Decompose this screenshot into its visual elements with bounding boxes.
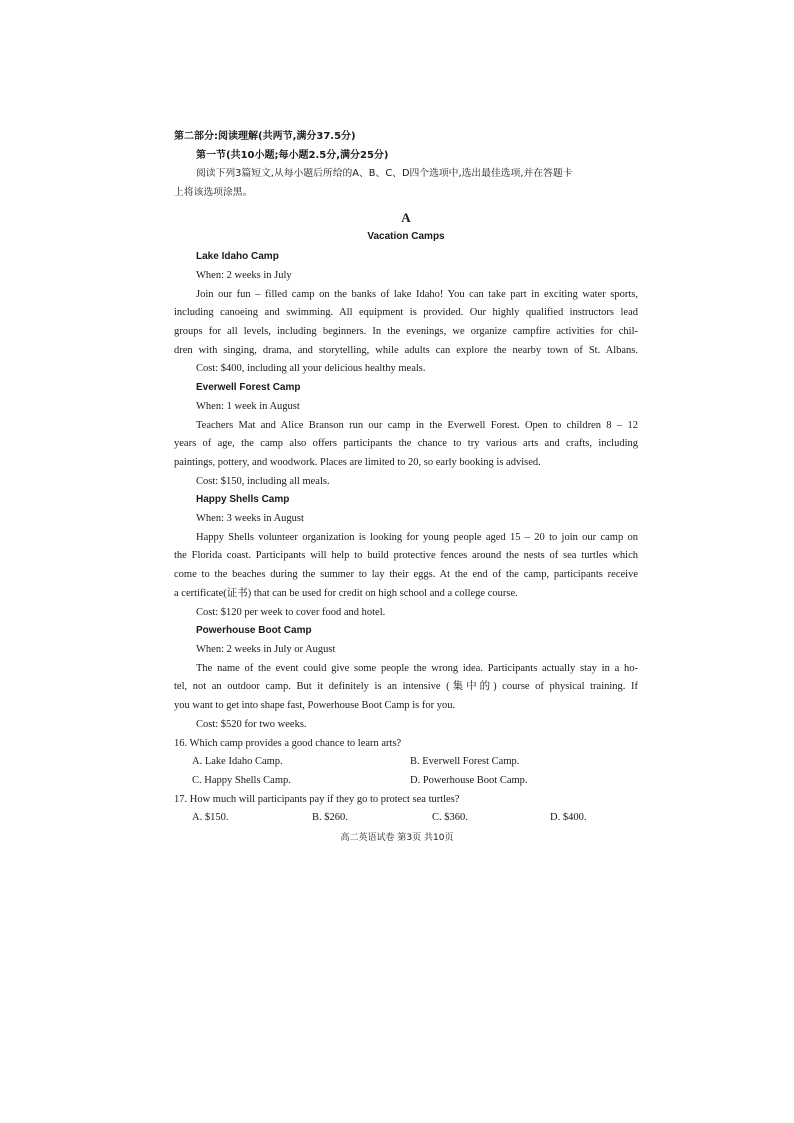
option-d[interactable]: D. $400.: [550, 812, 587, 824]
camp-desc-line: Teachers Mat and Alice Branson run our camp in the Everwell Forest. Open to children 8 – 12: [196, 419, 638, 431]
camp-desc-line: dren with singing, drama, and storytelling, while adults can explore the nearby town of St. Albans.: [174, 344, 638, 356]
camp-desc-line: years of age, the camp also offers participants the chance to try various arts and crafts, including: [174, 438, 638, 450]
instructions-line-1: 阅读下列3篇短文,从每小题后所给的A、B、C、D四个选项中,选出最佳选项,并在答题卡: [196, 168, 573, 180]
option-row: [174, 809, 638, 828]
option-c[interactable]: C. $360.: [432, 812, 468, 824]
camp-desc-line: a certificate(证书) that can be used for credit on high school and a college course.: [174, 587, 518, 599]
camp-desc-line: groups for all levels, including beginners. In the evenings, we organize campfire activities for chil-: [174, 326, 638, 338]
option-b[interactable]: B. $260.: [312, 812, 348, 824]
question-stem: 16. Which camp provides a good chance to learn arts?: [174, 737, 402, 749]
passage-title: Vacation Camps: [367, 230, 445, 242]
camp-desc-line: tel, not an outdoor camp. But it definitely is an intensive (集中的) course of physical training. If: [174, 681, 638, 693]
camp-name: Lake Idaho Camp: [196, 251, 279, 263]
camp-name: Everwell Forest Camp: [196, 382, 301, 394]
passage-letter: A: [401, 209, 411, 225]
camp-desc-line: The name of the event could give some people the wrong idea. Participants actually stay in a ho-: [196, 662, 638, 674]
camp-cost: Cost: $400, including all your delicious healthy meals.: [196, 363, 426, 375]
option-a[interactable]: A. Lake Idaho Camp.: [192, 756, 283, 768]
camp-desc-line: paintings, pottery, and woodwork. Places are limited to 20, so early booking is advised.: [174, 456, 541, 468]
camp-desc-line: you want to get into shape fast, Powerhouse Boot Camp is for you.: [174, 700, 456, 712]
option-b[interactable]: B. Everwell Forest Camp.: [410, 756, 520, 768]
camp-cost: Cost: $150, including all meals.: [196, 475, 330, 487]
page-footer: 高二英语试卷 第3页 共10页: [340, 833, 454, 843]
option-row: [174, 753, 638, 772]
option-d[interactable]: D. Powerhouse Boot Camp.: [410, 774, 528, 786]
question-stem: 17. How much will participants pay if they go to protect sea turtles?: [174, 793, 460, 805]
camp-name: Happy Shells Camp: [196, 494, 290, 506]
camp-desc-line: come to the beaches during the summer to lay their eggs. At the end of the camp, participants receive: [174, 569, 638, 581]
camp-when: When: 2 weeks in July or August: [196, 643, 336, 655]
camp-desc-line: Happy Shells volunteer organization is looking for young people aged 15 – 20 to join our camp on: [196, 531, 638, 543]
camp-when: When: 2 weeks in July: [196, 269, 292, 281]
camp-cost: Cost: $120 per week to cover food and hotel.: [196, 606, 386, 618]
camp-desc-line: the Florida coast. Participants will help to build protective fences around the nests of sea turtles which: [174, 550, 638, 562]
camp-when: When: 1 week in August: [196, 400, 300, 412]
option-c[interactable]: C. Happy Shells Camp.: [192, 774, 291, 786]
camp-desc-line: Join our fun – filled camp on the banks of lake Idaho! You can take part in exciting water sports,: [196, 288, 638, 300]
camp-cost: Cost: $520 for two weeks.: [196, 718, 307, 730]
option-a[interactable]: A. $150.: [192, 812, 229, 824]
option-row: [174, 772, 638, 791]
camp-desc-line: including canoeing and swimming. All equipment is provided. Our highly qualified instructors lead: [174, 307, 638, 319]
part-title: 第二部分:阅读理解(共两节,满分37.5分): [174, 131, 356, 142]
camp-when: When: 3 weeks in August: [196, 513, 304, 525]
camp-name: Powerhouse Boot Camp: [196, 625, 312, 637]
section-title: 第一节(共10小题;每小题2.5分,满分25分): [196, 149, 389, 161]
instructions-line-2: 上将该选项涂黑。: [174, 187, 253, 199]
page-content: [174, 128, 638, 828]
